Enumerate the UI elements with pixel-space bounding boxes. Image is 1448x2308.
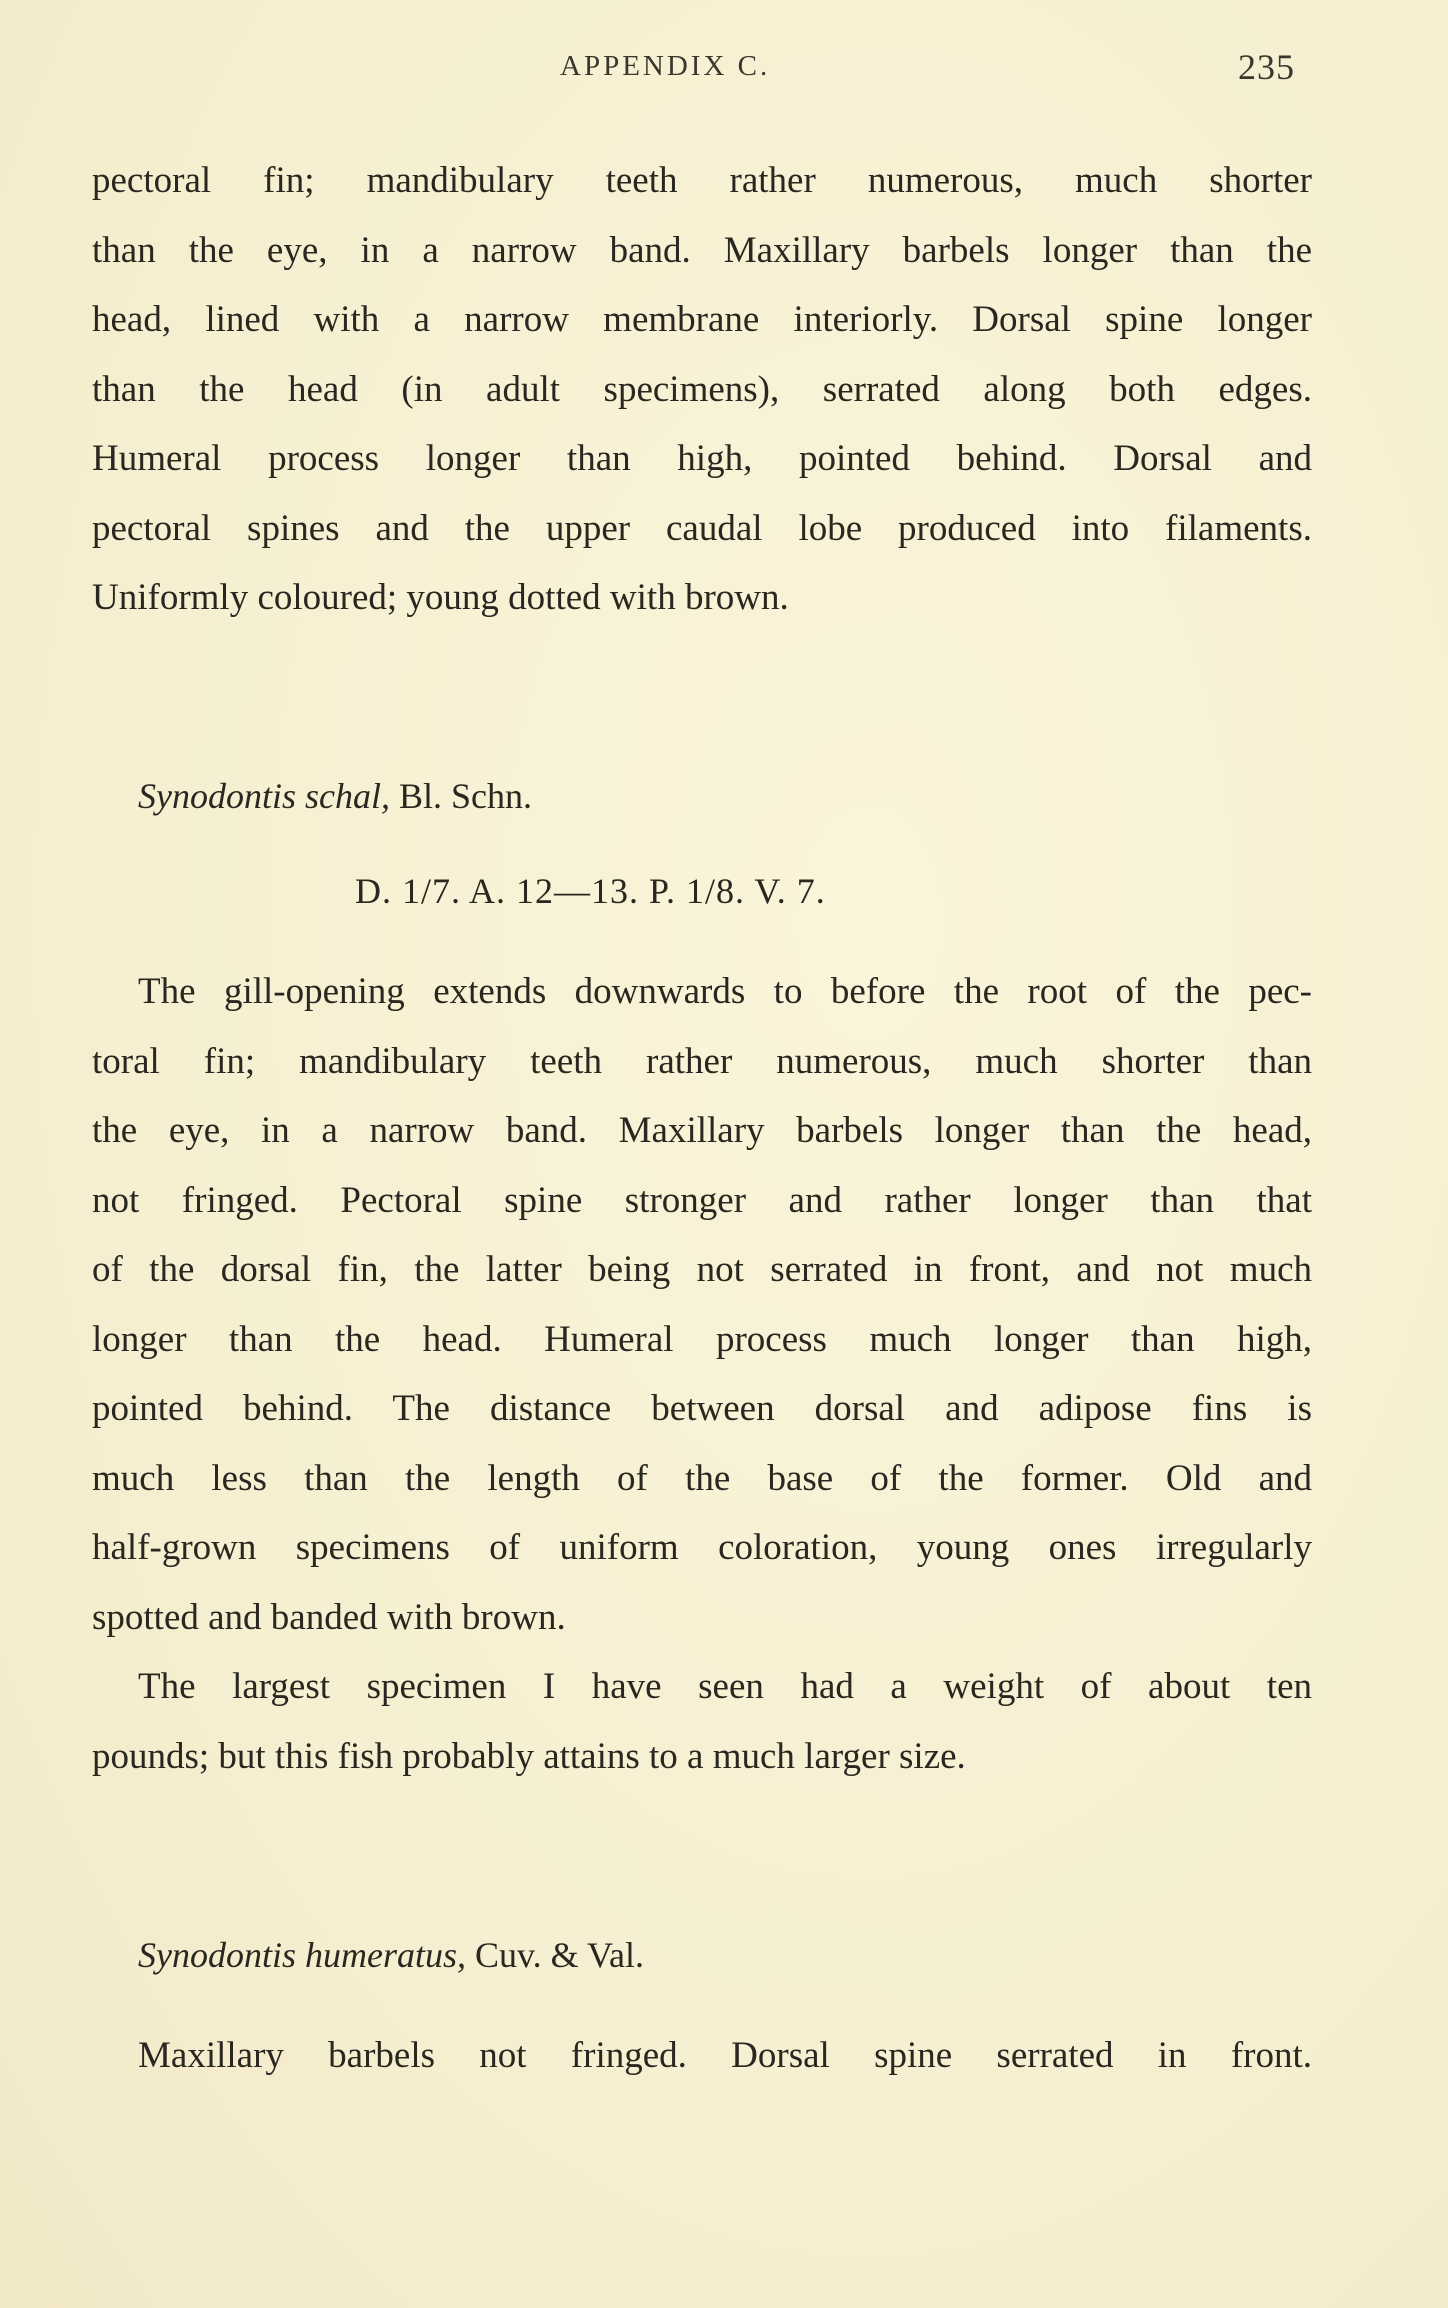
paragraph-humeratus-description xyxy=(92,2021,1312,2091)
species-heading-humeratus xyxy=(138,1930,644,1980)
species-name: Synodontis humeratus, xyxy=(138,1935,466,1975)
text-line: The largest specimen I have seen had a weight of about ten xyxy=(138,1666,1312,1707)
paragraph-continued xyxy=(92,146,1312,633)
running-title: APPENDIX C. xyxy=(560,50,771,82)
text-line: than the head (in adult specimens), serrated along both edges. xyxy=(92,368,1312,410)
page-number: 235 xyxy=(1238,47,1295,87)
text-line: spotted and banded with brown. xyxy=(92,1596,566,1638)
fin-formula: D. 1/7. A. 12—13. P. 1/8. V. 7. xyxy=(355,871,826,911)
text-line: much less than the length of the base of the former. Old and xyxy=(92,1457,1312,1499)
text-line: pointed behind. The distance between dorsal and adipose fins is xyxy=(92,1388,1312,1429)
text-line: Humeral process longer than high, pointed behind. Dorsal and xyxy=(92,438,1312,479)
text-line: pectoral spines and the upper caudal lobe produced into filaments. xyxy=(92,507,1312,549)
text-line: pectoral fin; mandibulary teeth rather numerous, much shorter xyxy=(92,160,1312,201)
text-line: longer than the head. Humeral process much longer than high, xyxy=(92,1318,1312,1360)
text-line: pounds; but this fish probably attains to a much larger size. xyxy=(92,1735,966,1777)
species-name: Synodontis schal, xyxy=(138,776,390,816)
text-line: of the dorsal fin, the latter being not serrated in front, and not much xyxy=(92,1249,1312,1290)
text-line: Maxillary barbels not fringed. Dorsal spine serrated in front. xyxy=(138,2035,1312,2076)
species-authority: Bl. Schn. xyxy=(389,776,532,816)
text-line: Uniformly coloured; young dotted with brown. xyxy=(92,577,789,618)
text-line: not fringed. Pectoral spine stronger and rather longer than that xyxy=(92,1179,1312,1221)
text-line: the eye, in a narrow band. Maxillary barbels longer than the head, xyxy=(92,1110,1312,1151)
paragraph-schal-description xyxy=(92,957,1312,1791)
species-authority: Cuv. & Val. xyxy=(466,1935,645,1975)
text-line: The gill-opening extends downwards to before the root of the pec- xyxy=(138,971,1312,1012)
running-head xyxy=(0,46,1448,90)
text-line: head, lined with a narrow membrane interiorly. Dorsal spine longer xyxy=(92,299,1312,340)
text-line: toral fin; mandibulary teeth rather numerous, much shorter than xyxy=(92,1040,1312,1082)
text-line: than the eye, in a narrow band. Maxillary barbels longer than the xyxy=(92,229,1312,271)
text-line: half-grown specimens of uniform coloration, young ones irregularly xyxy=(92,1527,1312,1568)
species-heading-schal xyxy=(138,771,532,821)
